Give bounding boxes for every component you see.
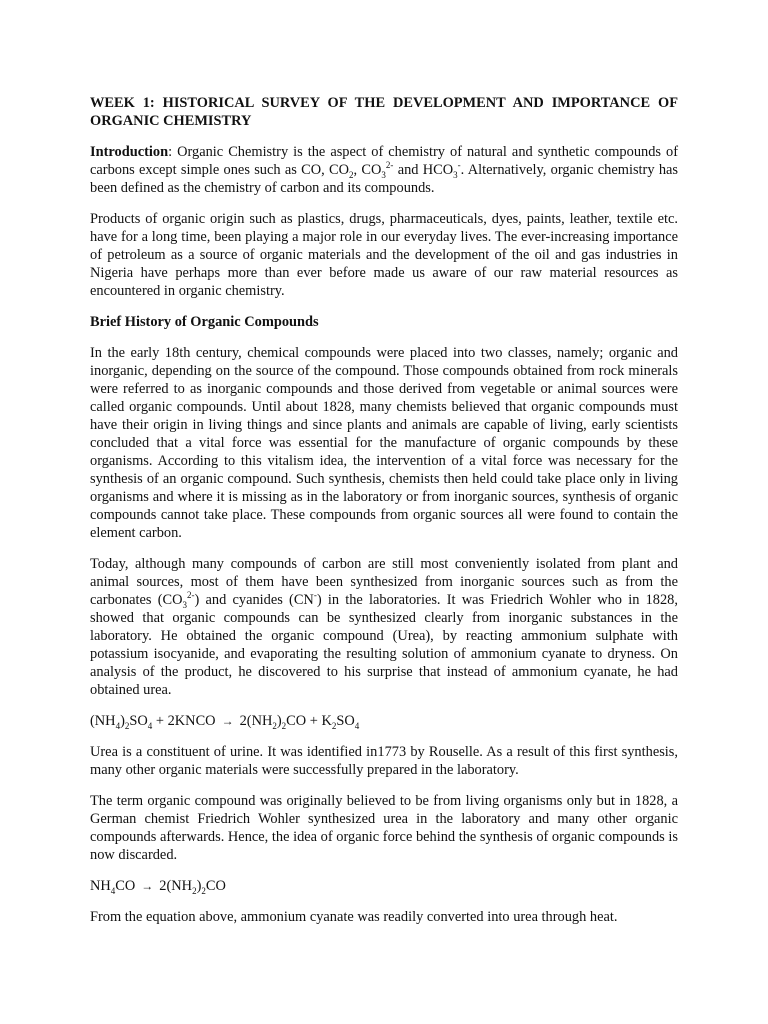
urea-paragraph: Urea is a constituent of urine. It was identified in1773 by Rouselle. As a result of this first synthesis, many other organic materials were successfully prepared in the laboratory. [90,744,678,778]
eq2-term: NH [90,878,111,894]
eq2-term: CO [115,878,136,894]
equation-one [90,712,678,730]
eq2-sub: 2 [192,885,197,896]
eq1-term: 2(NH [239,713,273,729]
eq1-sub: 4 [354,720,360,731]
eq1-sub: 4 [147,720,153,731]
eq2-sub: 2 [201,885,206,896]
eq1-sub: 2 [124,720,130,731]
history-heading: Brief History of Organic Compounds [90,314,319,330]
carbonate-superscript: 2- [187,590,195,601]
reaction-arrow-icon: → [141,879,154,893]
document-page [90,94,678,939]
intro-text-2: , CO [353,162,382,178]
co2-subscript: 2 [349,169,354,180]
co3-superscript: 2- [385,160,394,171]
eq1-term: (NH [90,713,116,729]
eq1-term: SO [129,713,148,729]
today-paragraph [90,555,678,699]
hco3-subscript: 3 [453,169,458,180]
eq1-term: ) [276,713,282,729]
eq2-term: ) [196,878,202,894]
eq1-sub: 2 [331,720,337,731]
co3-subscript: 3 [381,169,386,180]
document-title: WEEK 1: HISTORICAL SURVEY OF THE DEVELOPMENT AND IMPORTANCE OF ORGANIC CHEMISTRY [90,95,678,129]
today-text-1: Today, although many compounds of carbon are still most conveniently isolated from plant and animal sources, most of them have been synthesized from inorganic sources such as from the carbonates (CO [90,556,678,608]
eq1-sub: 2 [281,720,287,731]
intro-text-1: : Organic Chemistry is the aspect of chemistry of natural and synthetic compounds of carbons except simple ones such as CO, CO [90,144,678,178]
equation-two [90,877,678,895]
term-paragraph: The term organic compound was originally believed to be from living organisms only but in 1828, a German chemist Friedrich Wohler synthesized urea in the laboratory and many other organic compounds afterwards. Hence, the idea of organic force behind the synthesis of organic compounds is now discarded. [90,793,678,863]
intro-label: Introduction [90,144,169,160]
eq1-term: SO [336,713,355,729]
reaction-arrow-icon: → [221,714,234,728]
today-text-2: ) and cyanides (CN [194,592,314,608]
eq2-sub: 4 [110,885,116,896]
today-text-3: ) in the laboratories. It was Friedrich Wohler who in 1828, showed that organic compounds can be synthesized clearly from inorganic substances in the laboratory. He obtained the organic compound (Urea), by reacting ammonium sulphate with potassium isocyanide, and evaporating the resulting solution of ammonium cyanate to dryness. On analysis of the product, he discovered to his surprise that instead of ammonium cyanate, he had obtained urea. [90,592,678,698]
final-paragraph: From the equation above, ammonium cyanate was readily converted into urea through heat. [90,909,618,925]
intro-text-4: . Alternatively, organic chemistry has been defined as the chemistry of carbon and its compounds. [90,162,679,196]
eq2-term: 2(NH [159,878,193,894]
eq1-term: ) [120,713,125,729]
eq1-term: + 2KNCO [152,713,216,729]
products-paragraph: Products of organic origin such as plastics, drugs, pharmaceuticals, dyes, paints, leather, textile etc. have for a long time, been playing a major role in our everyday lives. The ever-increasing importance of petroleum as a source of organic materials and the development of the oil and gas industries in Nigeria have perhaps more than ever before made us aware of our raw material resources as encountered in organic chemistry. [90,211,678,299]
hco3-superscript: - [457,160,461,171]
carbonate-subscript: 3 [182,599,188,610]
eq1-term: CO + K [286,713,332,729]
cyanide-superscript: - [313,590,317,601]
eq2-term: CO [205,878,226,894]
intro-paragraph [90,143,678,197]
history-paragraph: In the early 18th century, chemical compounds were placed into two classes, namely; organic and inorganic, depending on the source of the compound. Those compounds obtained from rock minerals were referred to as inorganic compounds and those derived from vegetable or animal sources were called organic compounds. Until about 1828, many chemists believed that organic compounds must have their origin in living things and since plants and animals are capable of living, early scientists concluded that a vital force was essential for the manufacture of organic compounds by these organisms. According to this vitalism idea, the intervention of a vital force was necessary for the synthesis of an organic compound. Such synthesis, chemists then held could take place only in living organisms and where it is missing as in the laboratory or from inorganic sources, synthesis of organic compounds cannot take place. These compounds from organic sources all were found to contain the element carbon. [90,345,678,541]
eq1-sub: 4 [115,720,121,731]
intro-text-3: and HCO [393,162,454,178]
eq1-sub: 2 [272,720,277,731]
